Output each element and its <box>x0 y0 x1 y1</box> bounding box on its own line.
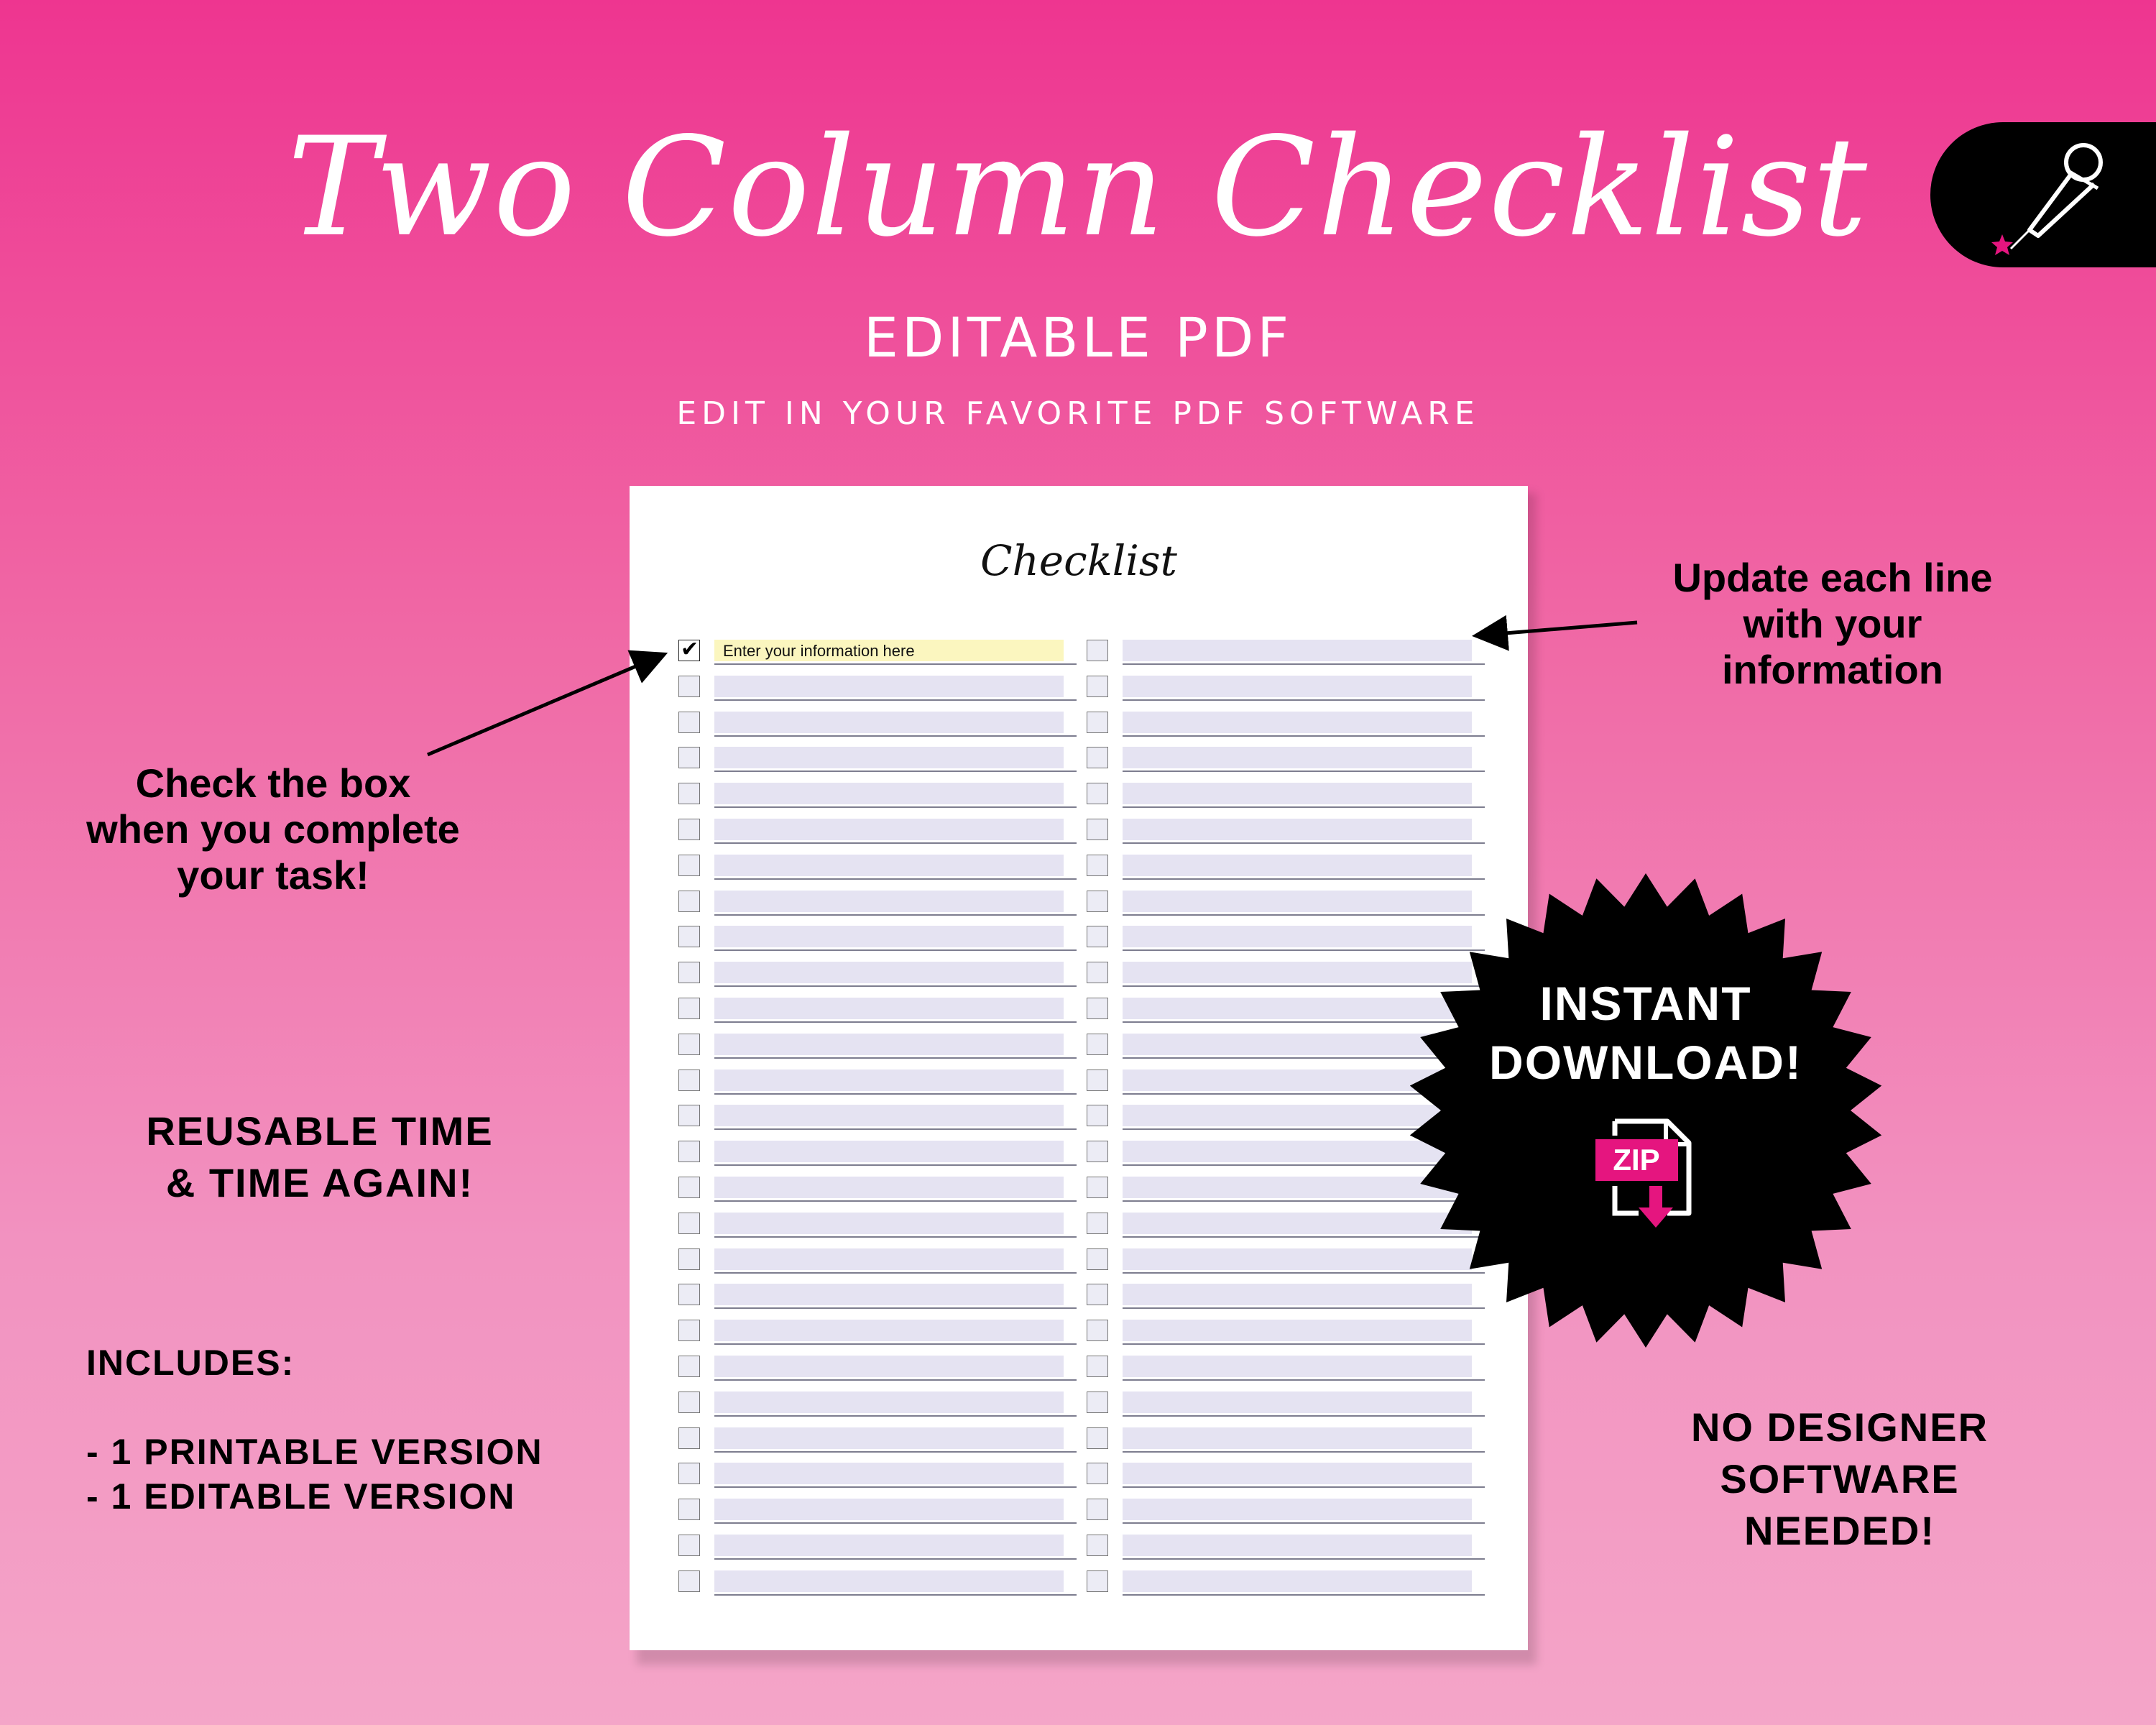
entry-field[interactable] <box>1123 1356 1472 1377</box>
entry-field[interactable] <box>714 1034 1064 1055</box>
checkbox[interactable] <box>678 1070 700 1091</box>
starburst-shape <box>1410 873 1881 1348</box>
entry-field[interactable] <box>714 1284 1064 1305</box>
document-title: Checklist <box>980 536 1177 585</box>
checkbox[interactable] <box>1087 1570 1108 1592</box>
entry-underline <box>1123 1522 1485 1524</box>
entry-underline <box>714 1307 1077 1309</box>
includes-item: - 1 PRINTABLE VERSION <box>86 1432 543 1472</box>
entry-underline <box>714 699 1077 701</box>
checkbox[interactable] <box>1087 926 1108 947</box>
entry-field[interactable] <box>1123 640 1472 661</box>
entry-underline <box>714 735 1077 737</box>
entry-field[interactable] <box>1123 1463 1472 1484</box>
checklist-row <box>678 1210 1081 1238</box>
badge-text <box>1401 974 1890 1092</box>
checkbox[interactable] <box>678 926 700 947</box>
checkbox[interactable] <box>678 1499 700 1520</box>
entry-underline <box>714 1558 1077 1560</box>
entry-underline <box>714 1093 1077 1095</box>
entry-field-text: Enter your information here <box>723 642 915 660</box>
entry-field[interactable] <box>714 1177 1064 1198</box>
checkbox[interactable] <box>678 962 700 983</box>
entry-field[interactable] <box>714 1356 1064 1377</box>
entry-underline <box>714 1486 1077 1488</box>
entry-underline <box>1123 1415 1485 1417</box>
checklist-row <box>1087 1389 1489 1417</box>
entry-underline <box>1123 1594 1485 1596</box>
checklist-row <box>678 1496 1081 1524</box>
checkbox[interactable] <box>678 1213 700 1234</box>
no-designer-line-2: SOFTWARE <box>1720 1456 1960 1501</box>
entry-underline <box>714 1343 1077 1345</box>
tagline: EDIT IN YOUR FAVORITE PDF SOFTWARE <box>676 395 1480 432</box>
checkbox[interactable] <box>1087 1213 1108 1234</box>
checkbox[interactable] <box>678 676 700 697</box>
pen-nib-icon <box>1930 122 2156 267</box>
checklist-row <box>678 1568 1081 1596</box>
checklist-row <box>678 1281 1081 1310</box>
entry-underline <box>1123 1558 1485 1560</box>
checklist-row <box>1087 816 1489 845</box>
entry-field[interactable] <box>714 712 1064 733</box>
entry-field[interactable] <box>1123 1499 1472 1520</box>
checklist-row <box>678 1031 1081 1059</box>
entry-field[interactable] <box>714 1213 1064 1234</box>
entry-field[interactable] <box>714 1141 1064 1162</box>
entry-field[interactable] <box>714 1570 1064 1592</box>
checkbox[interactable] <box>1087 1105 1108 1126</box>
entry-field[interactable] <box>714 819 1064 840</box>
checkbox[interactable] <box>1087 747 1108 768</box>
checkbox[interactable] <box>678 1034 700 1055</box>
checklist-row <box>1087 709 1489 737</box>
entry-underline <box>714 1415 1077 1417</box>
checkbox[interactable] <box>1087 819 1108 840</box>
checkbox[interactable] <box>678 855 700 876</box>
checkbox[interactable] <box>678 1427 700 1449</box>
checklist-row <box>678 1532 1081 1560</box>
checkbox[interactable] <box>678 637 700 662</box>
checkbox[interactable] <box>1087 998 1108 1019</box>
checkbox[interactable] <box>1087 1392 1108 1413</box>
entry-field[interactable] <box>1123 819 1472 840</box>
entry-underline <box>714 878 1077 880</box>
entry-underline <box>714 1522 1077 1524</box>
entry-field[interactable] <box>714 855 1064 876</box>
checklist-row <box>1087 1353 1489 1381</box>
entry-field[interactable] <box>714 1070 1064 1091</box>
checklist-row <box>678 923 1081 952</box>
checkbox[interactable] <box>678 1105 700 1126</box>
checkbox[interactable] <box>1087 1356 1108 1377</box>
entry-underline <box>1123 1486 1485 1488</box>
checklist-row <box>1087 1425 1489 1453</box>
entry-underline <box>1123 1451 1485 1453</box>
entry-underline <box>714 1451 1077 1453</box>
entry-underline <box>714 842 1077 844</box>
entry-field[interactable] <box>714 640 1064 661</box>
checkbox[interactable] <box>678 1284 700 1305</box>
checklist-row <box>678 637 1081 666</box>
checkbox[interactable] <box>1087 1499 1108 1520</box>
checkbox[interactable] <box>1087 1284 1108 1305</box>
checkbox[interactable] <box>1087 676 1108 697</box>
checkbox[interactable] <box>1087 712 1108 733</box>
main-title: Two Column Checklist <box>287 108 1869 267</box>
entry-field[interactable] <box>714 1427 1064 1449</box>
checklist-row <box>1087 780 1489 809</box>
entry-underline <box>714 914 1077 916</box>
entry-underline <box>1123 1379 1485 1381</box>
reusable-line-2: & TIME AGAIN! <box>165 1160 474 1205</box>
reusable-line-1: REUSABLE TIME <box>146 1108 494 1154</box>
entry-underline <box>714 1236 1077 1238</box>
entry-underline <box>1123 806 1485 808</box>
entry-underline <box>1123 842 1485 844</box>
includes-title: INCLUDES: <box>86 1343 295 1383</box>
checklist-row <box>1087 1532 1489 1560</box>
checklist-row <box>678 673 1081 702</box>
entry-underline <box>1123 699 1485 701</box>
checklist-row <box>678 816 1081 845</box>
includes-list <box>86 1340 543 1519</box>
checklist-row <box>678 1102 1081 1131</box>
checkbox[interactable] <box>678 1392 700 1413</box>
entry-underline <box>714 663 1077 665</box>
checkbox[interactable] <box>678 1141 700 1162</box>
checklist-row <box>678 1353 1081 1381</box>
checkbox[interactable] <box>678 1356 700 1377</box>
entry-underline <box>714 985 1077 987</box>
checkbox[interactable] <box>678 1535 700 1556</box>
check-box-callout: Check the box when you complete your task! <box>86 760 460 898</box>
entry-field[interactable] <box>714 926 1064 947</box>
entry-field[interactable] <box>714 962 1064 983</box>
checkbox[interactable] <box>678 891 700 912</box>
entry-underline <box>714 1164 1077 1166</box>
entry-field[interactable] <box>1123 1570 1472 1592</box>
update-line-callout: Update each line with your information <box>1672 555 1993 692</box>
checkbox[interactable] <box>1087 1427 1108 1449</box>
checklist-row <box>1087 1568 1489 1596</box>
badge-line-2: DOWNLOAD! <box>1489 1036 1802 1089</box>
entry-field[interactable] <box>714 1499 1064 1520</box>
entry-field[interactable] <box>714 998 1064 1019</box>
checklist-row <box>678 1389 1081 1417</box>
entry-field[interactable] <box>714 1320 1064 1341</box>
checkbox[interactable] <box>1087 783 1108 804</box>
entry-field[interactable] <box>714 676 1064 697</box>
no-designer-callout <box>1639 1402 2041 1557</box>
entry-field[interactable] <box>714 783 1064 804</box>
checklist-row <box>678 1246 1081 1274</box>
entry-field[interactable] <box>1123 712 1472 733</box>
checklist-row <box>1087 1496 1489 1524</box>
checkbox[interactable] <box>1087 891 1108 912</box>
badge-line-1: INSTANT <box>1539 977 1752 1030</box>
checklist-row <box>678 744 1081 773</box>
checklist-row <box>1087 637 1489 666</box>
entry-underline <box>714 1128 1077 1130</box>
zip-label: ZIP <box>1613 1143 1660 1177</box>
entry-underline <box>714 1272 1077 1274</box>
includes-item: - 1 EDITABLE VERSION <box>86 1476 516 1517</box>
checklist-row <box>678 959 1081 988</box>
checkbox[interactable] <box>1087 1320 1108 1341</box>
checklist-row <box>678 1067 1081 1095</box>
entry-underline <box>714 1021 1077 1023</box>
entry-field[interactable] <box>714 1463 1064 1484</box>
checkbox[interactable] <box>1087 1177 1108 1198</box>
instant-download-badge <box>1394 848 1897 1351</box>
checklist-row <box>1087 1460 1489 1489</box>
entry-underline <box>714 770 1077 772</box>
checklist-row <box>678 1317 1081 1346</box>
no-designer-line-3: NEEDED! <box>1743 1508 1936 1553</box>
entry-field[interactable] <box>1123 1535 1472 1556</box>
entry-field[interactable] <box>714 747 1064 768</box>
entry-underline <box>714 806 1077 808</box>
checkbox[interactable] <box>678 1248 700 1270</box>
checkbox[interactable] <box>1087 1141 1108 1162</box>
entry-underline <box>1123 735 1485 737</box>
checklist-row <box>1087 744 1489 773</box>
checklist-row <box>678 780 1081 809</box>
checkbox[interactable] <box>678 819 700 840</box>
brand-tab <box>1930 122 2156 267</box>
entry-field[interactable] <box>1123 783 1472 804</box>
checkbox[interactable] <box>678 1177 700 1198</box>
checklist-row <box>678 995 1081 1024</box>
entry-underline <box>714 1379 1077 1381</box>
checklist-row <box>1087 673 1489 702</box>
entry-field[interactable] <box>1123 1427 1472 1449</box>
reusable-callout <box>72 1105 568 1209</box>
checkbox[interactable] <box>678 1463 700 1484</box>
no-designer-line-1: NO DESIGNER <box>1690 1404 1989 1450</box>
checkmark-icon: ✔ <box>681 637 699 662</box>
entry-field[interactable] <box>1123 676 1472 697</box>
checklist-row <box>678 709 1081 737</box>
checkbox[interactable] <box>1087 1463 1108 1484</box>
entry-field[interactable] <box>1123 747 1472 768</box>
checklist-row <box>678 852 1081 880</box>
checkbox[interactable] <box>1087 1034 1108 1055</box>
checkbox[interactable] <box>678 783 700 804</box>
entry-field[interactable] <box>714 1392 1064 1413</box>
checklist-row <box>678 1138 1081 1167</box>
entry-underline <box>714 1200 1077 1202</box>
checkbox[interactable] <box>678 1570 700 1592</box>
checklist-row <box>678 1425 1081 1453</box>
entry-field[interactable] <box>1123 1392 1472 1413</box>
check-box-arrow <box>428 656 661 755</box>
entry-field[interactable] <box>714 891 1064 912</box>
checkbox[interactable] <box>1087 962 1108 983</box>
checkbox[interactable] <box>678 1320 700 1341</box>
checklist-row <box>678 888 1081 916</box>
entry-underline <box>1123 663 1485 665</box>
checkbox[interactable] <box>1087 1070 1108 1091</box>
checkbox[interactable] <box>678 747 700 768</box>
checkbox[interactable] <box>1087 640 1108 661</box>
checkbox[interactable] <box>1087 855 1108 876</box>
entry-underline <box>714 1057 1077 1059</box>
checklist-row <box>678 1174 1081 1202</box>
checkbox[interactable] <box>1087 1535 1108 1556</box>
entry-field[interactable] <box>714 1535 1064 1556</box>
entry-field[interactable] <box>714 1105 1064 1126</box>
entry-underline <box>714 1594 1077 1596</box>
entry-field[interactable] <box>714 1248 1064 1270</box>
entry-underline <box>714 949 1077 951</box>
checkbox[interactable] <box>1087 1248 1108 1270</box>
entry-underline <box>1123 770 1485 772</box>
checkbox[interactable] <box>678 712 700 733</box>
checklist-row <box>678 1460 1081 1489</box>
subtitle: EDITABLE PDF <box>863 305 1293 369</box>
checkbox[interactable] <box>678 998 700 1019</box>
checklist-document <box>630 486 1528 1650</box>
